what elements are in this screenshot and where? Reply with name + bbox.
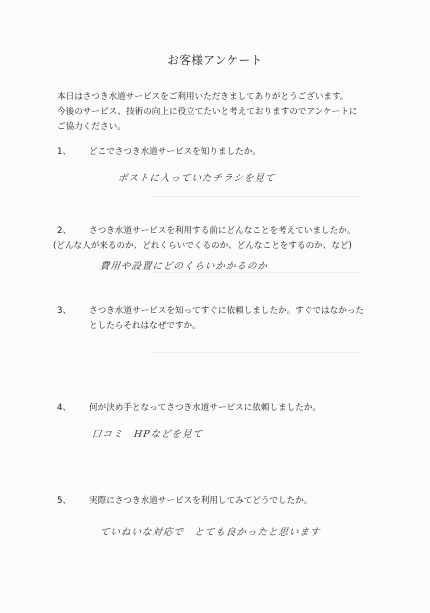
question-number: 3、 (57, 306, 72, 316)
question-number: 1、 (57, 147, 72, 157)
question-text: 何が決め手となってさつき水道サービスに依頼しましたか。 (89, 403, 322, 413)
question-subtext: (どんな人が来るのか、どれくらいでくるのか、どんなことをするのか、など) (53, 241, 352, 251)
bleed-through-line (150, 196, 360, 197)
answer-4-handwriting: 口コミ HPなどを見て (91, 429, 204, 440)
question-2 (53, 224, 356, 254)
intro-line: ご協力ください。 (57, 122, 126, 132)
question-number: 2、 (57, 226, 72, 236)
question-text: さつき水道サービスを知ってすぐに依頼しましたか。すぐではなかった (89, 306, 365, 316)
question-1 (57, 145, 261, 160)
question-number: 5、 (57, 496, 72, 506)
intro-line: 本日はさつき水道サービスをご利用いただきましてありがとうございます。 (57, 92, 349, 102)
page-title: お客様アンケート (167, 53, 263, 67)
answer-2-handwriting: 費用や設置にどのくらいかかるのか (99, 261, 269, 272)
intro-text (57, 90, 407, 135)
question-5 (57, 494, 312, 509)
question-4 (57, 401, 321, 416)
question-text: どこでさつき水道サービスを知りましたか。 (89, 147, 261, 157)
answer-1-handwriting: ポストに入っていたチラシを見て (117, 173, 276, 184)
answer-5-handwriting: ていねいな対応で とても良かったと思います (99, 527, 321, 538)
question-3 (57, 304, 364, 334)
question-subtext: としたらそれはなぜですか。 (89, 321, 201, 331)
question-text: 実際にさつき水道サービスを利用してみてどうでしたか。 (89, 496, 313, 506)
intro-line: 今後のサービス、技術の向上に役立てたいと考えておりますのでアンケートに (57, 107, 358, 117)
question-text: さつき水道サービスを利用する前にどんなことを考えていましたか。 (89, 226, 356, 236)
bleed-through-line (150, 352, 360, 353)
question-number: 4、 (57, 403, 72, 413)
bleed-through-line (150, 272, 360, 273)
